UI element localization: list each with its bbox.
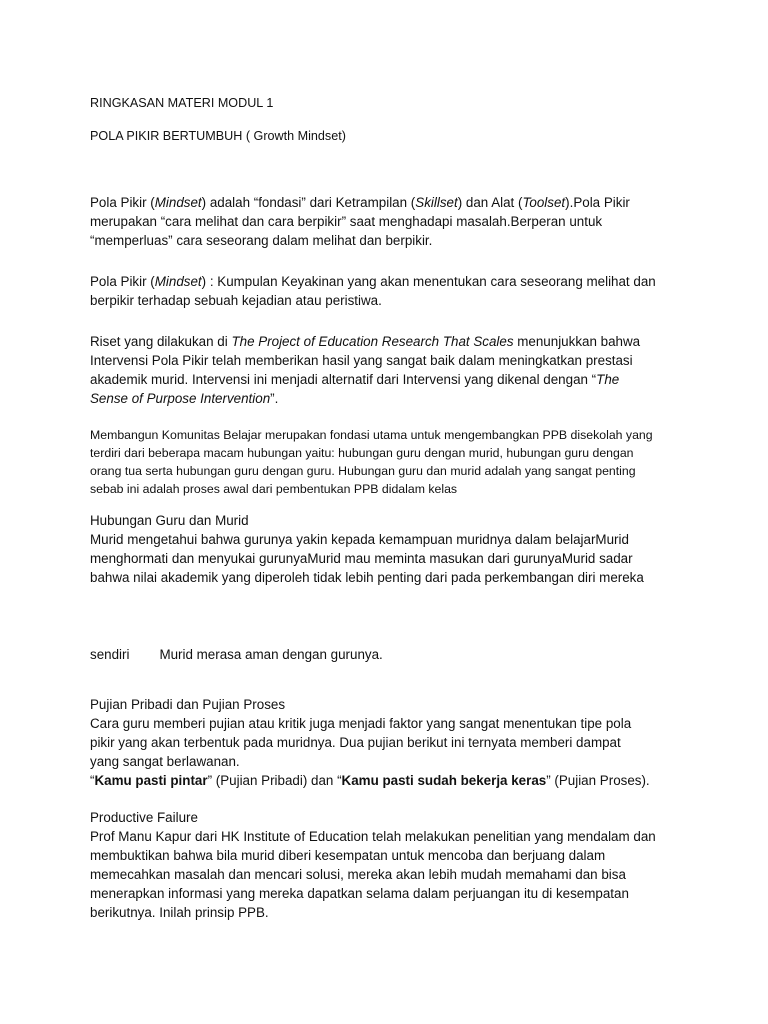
p4-line-1: Membangun Komunitas Belajar merupakan fondasi utama untuk mengembangkan PPB disekolah yang [90, 428, 653, 442]
text: ” (Pujian Proses). [546, 773, 650, 788]
s3-line-4: menerapkan informasi yang mereka dapatkan selama dalam perjuangan itu di kesempatan [90, 886, 629, 901]
p2-line-2: berpikir terhadap sebuah kejadian atau peristiwa. [90, 293, 382, 308]
s2-line-4 [90, 771, 650, 790]
text: ).Pola Pikir [565, 195, 630, 210]
text: ) : Kumpulan Keyakinan yang akan menentukan cara seseorang melihat dan [201, 274, 656, 289]
text: Riset yang dilakukan di [90, 334, 232, 349]
p2-line-1 [90, 272, 656, 291]
text: Murid merasa aman dengan gurunya. [159, 647, 383, 662]
text-italic: The [596, 372, 620, 387]
text-italic: Skillset [415, 195, 458, 210]
p1-line-2: merupakan “cara melihat dan cara berpikir” saat menghadapi masalah.Berperan untuk [90, 214, 603, 229]
text: ” (Pujian Pribadi) dan “ [207, 773, 342, 788]
text-italic: Mindset [154, 195, 202, 210]
s3-line-3: memecahkan masalah dan mencari solusi, mereka akan lebih mudah memahami dan bisa [90, 867, 626, 882]
p3-line-4 [90, 389, 278, 408]
text-italic: Mindset [154, 274, 202, 289]
s3-line-2: membuktikan bahwa bila murid diberi kesempatan untuk mencoba dan berjuang dalam [90, 848, 606, 863]
s2-line-3: yang sangat berlawanan. [90, 754, 240, 769]
section-heading-hubungan: Hubungan Guru dan Murid [90, 513, 249, 528]
section-heading-productive-failure: Productive Failure [90, 810, 198, 825]
s1-line-3: bahwa nilai akademik yang diperoleh tidak lebih penting dari pada perkembangan diri mereka [90, 570, 644, 585]
s1-line-4 [90, 645, 383, 664]
text-italic: The Project of Education Research That Scales [231, 334, 514, 349]
text: ) dan Alat ( [457, 195, 523, 210]
text: “ [90, 773, 95, 788]
s1-line-2: menghormati dan menyukai gurunyaMurid mau meminta masukan dari gurunyaMurid sadar [90, 551, 633, 566]
text: menunjukkan bahwa [513, 334, 641, 349]
text: ”. [270, 391, 279, 406]
text-bold: Kamu pasti sudah bekerja keras [341, 773, 547, 788]
text-italic: Sense of Purpose Intervention [90, 391, 271, 406]
p3-line-1 [90, 332, 640, 351]
p4-line-4: sebab ini adalah proses awal dari pembentukan PPB didalam kelas [90, 482, 458, 496]
document-subtitle: POLA PIKIR BERTUMBUH ( Growth Mindset) [90, 129, 346, 143]
p3-line-2: Intervensi Pola Pikir telah memberikan hasil yang sangat baik dalam meningkatkan prestasi [90, 353, 633, 368]
text-italic: Toolset [522, 195, 566, 210]
text: Pola Pikir ( [90, 274, 155, 289]
text-bold: Kamu pasti pintar [94, 773, 208, 788]
text: Pola Pikir ( [90, 195, 155, 210]
s2-line-2: pikir yang akan terbentuk pada muridnya. Dua pujian berikut ini ternyata memberi dampat [90, 735, 621, 750]
s3-line-1: Prof Manu Kapur dari HK Institute of Education telah melakukan penelitian yang mendalam dan [90, 829, 656, 844]
s1-line-1: Murid mengetahui bahwa gurunya yakin kepada kemampuan muridnya dalam belajarMurid [90, 532, 629, 547]
p1-line-1 [90, 193, 630, 212]
p4-line-2: terdiri dari beberapa macam hubungan yaitu: hubungan guru dengan murid, hubungan guru dengan [90, 446, 634, 460]
p3-line-3 [90, 370, 619, 389]
document-title: RINGKASAN MATERI MODUL 1 [90, 96, 274, 110]
text: ) adalah “fondasi” dari Ketrampilan ( [201, 195, 416, 210]
section-heading-pujian: Pujian Pribadi dan Pujian Proses [90, 697, 286, 712]
s2-line-1: Cara guru memberi pujian atau kritik juga menjadi faktor yang sangat menentukan tipe pola [90, 716, 632, 731]
p4-line-3: orang tua serta hubungan guru dengan guru. Hubungan guru dan murid adalah yang sangat penting [90, 464, 636, 478]
text: akademik murid. Intervensi ini menjadi alternatif dari Intervensi yang dikenal dengan “ [90, 372, 597, 387]
text: sendiri [90, 647, 130, 662]
p1-line-3: “memperluas” cara seseorang dalam melihat dan berpikir. [90, 233, 433, 248]
s3-line-5: berikutnya. Inilah prinsip PPB. [90, 905, 269, 920]
